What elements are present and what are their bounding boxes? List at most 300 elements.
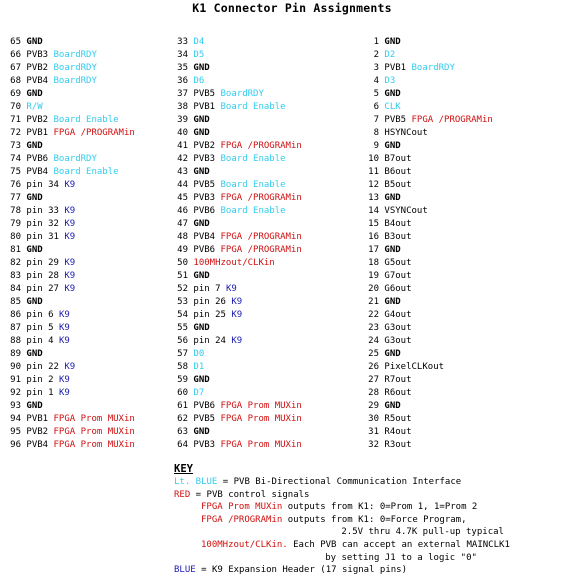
signal-text: D1 (193, 362, 205, 372)
signal-text: R3out (384, 440, 412, 450)
signal-text: BoardRDY (53, 50, 97, 60)
signal-text: K9 (58, 375, 70, 385)
signal-text: PVB4 (193, 232, 221, 242)
signal-text: = PVB control signals (190, 489, 310, 500)
pin-row (8, 153, 135, 166)
signal-text: G4out (384, 310, 412, 320)
pin-row (8, 387, 135, 400)
pin-row (8, 270, 135, 283)
signal-text: K9 (225, 284, 237, 294)
pin-row (366, 218, 493, 231)
signal-text: GND (384, 297, 401, 307)
signal-text: PVB1 (193, 102, 221, 112)
signal-text: VSYNCout (384, 206, 428, 216)
signal-text: pin 1 (26, 388, 59, 398)
pin-number: 54 (177, 310, 188, 320)
pin-number: 12 (368, 180, 379, 190)
pin-row (175, 231, 302, 244)
signal-text: D3 (384, 76, 396, 86)
pin-number: 95 (10, 427, 21, 437)
pin-row (366, 426, 493, 439)
signal-text: R6out (384, 388, 412, 398)
signal-text: pin 27 (26, 284, 65, 294)
pin-number: 9 (373, 141, 379, 151)
signal-text: FPGA Prom MUXin (53, 440, 135, 450)
pin-row (175, 36, 302, 49)
pin-number: 18 (368, 258, 379, 268)
pin-number: 90 (10, 362, 21, 372)
pin-row (366, 127, 493, 140)
pin-row (8, 348, 135, 361)
pin-column-left (8, 36, 135, 452)
pin-number: 91 (10, 375, 21, 385)
pin-row (8, 75, 135, 88)
pin-number: 7 (373, 115, 379, 125)
pin-number: 23 (368, 323, 379, 333)
signal-text: D2 (384, 50, 396, 60)
signal-text: Board Enable (53, 167, 119, 177)
signal-text: FPGA /PROGRAMin (220, 141, 302, 151)
signal-text: G3out (384, 336, 412, 346)
pin-number: 83 (10, 271, 21, 281)
pin-row (175, 88, 302, 101)
key-line (174, 501, 510, 514)
pin-number: 48 (177, 232, 188, 242)
pin-row (366, 166, 493, 179)
pin-number: 29 (368, 401, 379, 411)
signal-text: GND (193, 375, 210, 385)
signal-text: = PVB Bi-Directional Communication Interface (217, 477, 462, 487)
signal-text: pin 31 (26, 232, 65, 242)
signal-text: GND (26, 349, 43, 359)
signal-text: FPGA /PROGRAMin (220, 245, 302, 255)
pin-row (8, 231, 135, 244)
pin-number: 36 (177, 76, 188, 86)
signal-text: D7 (193, 388, 205, 398)
pin-row (366, 374, 493, 387)
signal-text: GND (384, 193, 401, 203)
pin-number: 76 (10, 180, 21, 190)
signal-text: K9 (64, 284, 76, 294)
signal-text: GND (193, 115, 210, 125)
pin-number: 4 (373, 76, 379, 86)
pin-row (8, 62, 135, 75)
pin-row (8, 101, 135, 114)
signal-text: PVB6 (193, 401, 221, 411)
signal-text: FPGA Prom MUXin (201, 502, 283, 513)
pin-row (175, 192, 302, 205)
signal-text: PVB3 (193, 154, 221, 164)
pin-number: 56 (177, 336, 188, 346)
pin-number: 2 (373, 50, 379, 60)
signal-text: K9 (64, 362, 76, 372)
pin-row (175, 140, 302, 153)
key-title: KEY (174, 463, 193, 475)
signal-text: PVB2 (193, 141, 221, 151)
pin-number: 40 (177, 128, 188, 138)
signal-text: B4out (384, 219, 412, 229)
pin-row (8, 283, 135, 296)
signal-text: GND (384, 245, 401, 255)
signal-text: GND (193, 219, 210, 229)
pin-row (175, 309, 302, 322)
pin-number: 21 (368, 297, 379, 307)
signal-text: PVB1 (26, 414, 54, 424)
signal-text: K9 (64, 219, 76, 229)
pin-row (175, 400, 302, 413)
signal-text: K9 (58, 310, 70, 320)
signal-text: G6out (384, 284, 412, 294)
signal-text: GND (193, 271, 210, 281)
pin-number: 34 (177, 50, 188, 60)
pin-number: 87 (10, 323, 21, 333)
pin-row (175, 387, 302, 400)
signal-text: Board Enable (220, 180, 286, 190)
pin-number: 53 (177, 297, 188, 307)
pin-number: 3 (373, 63, 379, 73)
pin-row (366, 153, 493, 166)
signal-text: Each PVB can accept an external MAINCLK1 (287, 539, 510, 550)
pin-number: 89 (10, 349, 21, 359)
key-lines (174, 476, 510, 577)
pin-row (175, 205, 302, 218)
pin-number: 62 (177, 414, 188, 424)
signal-text: pin 34 (26, 180, 65, 190)
pin-row (8, 127, 135, 140)
pin-number: 43 (177, 167, 188, 177)
pin-row (366, 296, 493, 309)
pin-row (366, 114, 493, 127)
pin-row (175, 439, 302, 452)
pin-row (8, 309, 135, 322)
pin-number: 26 (368, 362, 379, 372)
pin-number: 41 (177, 141, 188, 151)
pin-number: 72 (10, 128, 21, 138)
pin-row (175, 75, 302, 88)
signal-text: K9 (58, 336, 70, 346)
pin-row (175, 257, 302, 270)
pin-row (366, 101, 493, 114)
pin-number: 82 (10, 258, 21, 268)
pin-row (366, 270, 493, 283)
signal-text: FPGA Prom MUXin (53, 414, 135, 424)
key-line (174, 514, 510, 527)
pin-row (8, 400, 135, 413)
signal-text: pin 33 (26, 206, 65, 216)
signal-text: = K9 Expansion Header (17 signal pins) (195, 565, 408, 576)
signal-text: GND (26, 245, 43, 255)
pin-number: 44 (177, 180, 188, 190)
pin-number: 13 (368, 193, 379, 203)
signal-text: PVB2 (26, 427, 54, 437)
pin-row (8, 205, 135, 218)
pin-row (175, 244, 302, 257)
pin-row (366, 283, 493, 296)
pin-row (8, 439, 135, 452)
signal-text: GND (26, 37, 43, 47)
pin-number: 63 (177, 427, 188, 437)
pin-number: 67 (10, 63, 21, 73)
pin-row (175, 127, 302, 140)
signal-text: GND (384, 349, 401, 359)
pin-row (8, 166, 135, 179)
pin-row (175, 49, 302, 62)
key-line (174, 564, 510, 577)
pin-row (366, 140, 493, 153)
pin-number: 35 (177, 63, 188, 73)
pin-number: 15 (368, 219, 379, 229)
signal-text: GND (384, 401, 401, 411)
signal-text: R5out (384, 414, 412, 424)
pin-number: 71 (10, 115, 21, 125)
signal-text: Board Enable (220, 154, 286, 164)
pin-row (8, 296, 135, 309)
signal-text: pin 4 (26, 336, 59, 346)
signal-text: D4 (193, 37, 205, 47)
pin-number: 88 (10, 336, 21, 346)
pin-row (175, 101, 302, 114)
pin-number: 45 (177, 193, 188, 203)
pin-row (175, 283, 302, 296)
legend-key (174, 463, 510, 577)
pin-row (366, 335, 493, 348)
pin-number: 64 (177, 440, 188, 450)
pin-row (366, 205, 493, 218)
pin-column-middle (175, 36, 302, 452)
signal-text: PVB5 (384, 115, 412, 125)
pin-row (175, 114, 302, 127)
pin-row (175, 374, 302, 387)
signal-text: HSYNCout (384, 128, 428, 138)
pin-row (8, 114, 135, 127)
pin-row (366, 244, 493, 257)
pin-number: 51 (177, 271, 188, 281)
pin-row (175, 296, 302, 309)
signal-text: GND (26, 193, 43, 203)
pin-row (366, 231, 493, 244)
pin-row (366, 36, 493, 49)
pin-row (175, 62, 302, 75)
pin-row (175, 322, 302, 335)
signal-text: GND (193, 323, 210, 333)
signal-text: pin 25 (193, 310, 232, 320)
signal-text: BoardRDY (53, 76, 97, 86)
pin-row (366, 75, 493, 88)
signal-text: K9 (64, 232, 76, 242)
signal-text: BoardRDY (53, 154, 97, 164)
signal-text: PVB3 (193, 193, 221, 203)
pin-number: 52 (177, 284, 188, 294)
pin-row (8, 361, 135, 374)
pin-number: 75 (10, 167, 21, 177)
pin-row (175, 179, 302, 192)
signal-text: 100MHzout/CLKin. (201, 539, 288, 550)
signal-text: PVB1 (26, 128, 54, 138)
signal-text: K9 (58, 323, 70, 333)
signal-text: D0 (193, 349, 205, 359)
pin-row (8, 257, 135, 270)
pin-number: 65 (10, 37, 21, 47)
pin-row (8, 49, 135, 62)
signal-text: PVB1 (384, 63, 412, 73)
signal-text: GND (193, 63, 210, 73)
signal-text: B5out (384, 180, 412, 190)
signal-text: outputs from K1: 0=Prom 1, 1=Prom 2 (282, 502, 478, 513)
signal-text: pin 7 (193, 284, 226, 294)
signal-text: Lt. BLUE (174, 477, 218, 487)
pin-number: 81 (10, 245, 21, 255)
signal-text: PVB4 (26, 440, 54, 450)
signal-text: K9 (64, 271, 76, 281)
key-line (174, 489, 510, 502)
signal-text: K9 (64, 206, 76, 216)
signal-text: GND (384, 37, 401, 47)
signal-text: K9 (231, 297, 243, 307)
signal-text: FPGA /PROGRAMin (411, 115, 493, 125)
pin-row (175, 270, 302, 283)
key-line (174, 539, 510, 552)
pin-number: 32 (368, 440, 379, 450)
pin-number: 39 (177, 115, 188, 125)
pin-row (175, 166, 302, 179)
pin-number: 94 (10, 414, 21, 424)
pin-number: 10 (368, 154, 379, 164)
signal-text: pin 32 (26, 219, 65, 229)
signal-text: BoardRDY (53, 63, 97, 73)
pin-row (8, 192, 135, 205)
pin-row (366, 413, 493, 426)
signal-text: PVB3 (26, 50, 54, 60)
pin-row (8, 218, 135, 231)
pin-row (366, 387, 493, 400)
signal-text: FPGA Prom MUXin (220, 401, 302, 411)
signal-text: PVB3 (193, 440, 221, 450)
pin-number: 73 (10, 141, 21, 151)
pin-row (175, 153, 302, 166)
pin-row (366, 348, 493, 361)
pin-number: 77 (10, 193, 21, 203)
signal-text: GND (193, 427, 210, 437)
pin-row (8, 179, 135, 192)
pin-number: 27 (368, 375, 379, 385)
pin-number: 74 (10, 154, 21, 164)
pin-number: 70 (10, 102, 21, 112)
pin-number: 25 (368, 349, 379, 359)
pin-row (366, 62, 493, 75)
signal-text: pin 28 (26, 271, 65, 281)
pin-number: 84 (10, 284, 21, 294)
signal-text: pin 24 (193, 336, 232, 346)
signal-text: 2.5V thru 4.7K pull-up typical (341, 527, 504, 538)
signal-text: PVB6 (26, 154, 54, 164)
signal-text: R7out (384, 375, 412, 385)
pin-number: 8 (373, 128, 379, 138)
pin-number: 80 (10, 232, 21, 242)
pin-row (366, 439, 493, 452)
pin-row (8, 413, 135, 426)
pin-row (175, 335, 302, 348)
signal-text: G7out (384, 271, 412, 281)
pin-number: 92 (10, 388, 21, 398)
pin-number: 68 (10, 76, 21, 86)
pin-number: 66 (10, 50, 21, 60)
pin-row (8, 36, 135, 49)
pin-row (366, 309, 493, 322)
pin-row (8, 374, 135, 387)
pin-number: 69 (10, 89, 21, 99)
pin-number: 20 (368, 284, 379, 294)
signal-text: K9 (231, 336, 243, 346)
signal-text: pin 6 (26, 310, 59, 320)
pin-row (175, 348, 302, 361)
signal-text: GND (193, 128, 210, 138)
signal-text: PVB5 (193, 414, 221, 424)
signal-text: FPGA Prom MUXin (220, 440, 302, 450)
pin-number: 19 (368, 271, 379, 281)
pin-number: 86 (10, 310, 21, 320)
pin-number: 38 (177, 102, 188, 112)
pin-number: 31 (368, 427, 379, 437)
pin-number: 1 (373, 37, 379, 47)
signal-text: pin 5 (26, 323, 59, 333)
key-line (174, 476, 510, 489)
signal-text: K9 (64, 180, 76, 190)
pin-number: 55 (177, 323, 188, 333)
pin-row (366, 88, 493, 101)
signal-text: pin 26 (193, 297, 232, 307)
signal-text: GND (26, 401, 43, 411)
signal-text: FPGA /PROGRAMin (220, 193, 302, 203)
signal-text: B3out (384, 232, 412, 242)
pin-number: 60 (177, 388, 188, 398)
signal-text: K9 (64, 258, 76, 268)
signal-text: Board Enable (220, 206, 286, 216)
pin-number: 37 (177, 89, 188, 99)
signal-text: GND (384, 141, 401, 151)
signal-text: FPGA /PROGRAMin (220, 232, 302, 242)
pin-number: 6 (373, 102, 379, 112)
signal-text: 100MHzout/CLKin (193, 258, 275, 268)
pin-number: 85 (10, 297, 21, 307)
signal-text: GND (26, 141, 43, 151)
signal-text: pin 2 (26, 375, 59, 385)
signal-text: PVB6 (193, 245, 221, 255)
pin-number: 59 (177, 375, 188, 385)
signal-text: pin 29 (26, 258, 65, 268)
pin-number: 14 (368, 206, 379, 216)
signal-text: PVB5 (193, 180, 221, 190)
pin-number: 78 (10, 206, 21, 216)
pin-number: 58 (177, 362, 188, 372)
signal-text: RED (174, 489, 191, 500)
key-line (174, 526, 510, 539)
signal-text: PVB6 (193, 206, 221, 216)
pin-row (175, 218, 302, 231)
signal-text: BoardRDY (220, 89, 264, 99)
key-line (174, 552, 510, 565)
pin-row (8, 335, 135, 348)
pin-number: 96 (10, 440, 21, 450)
signal-text: GND (384, 89, 401, 99)
pin-number: 5 (373, 89, 379, 99)
pin-number: 50 (177, 258, 188, 268)
pin-row (366, 192, 493, 205)
signal-text: PixelCLKout (384, 362, 445, 372)
pin-row (175, 361, 302, 374)
pin-row (366, 400, 493, 413)
signal-text: D6 (193, 76, 205, 86)
pin-number: 28 (368, 388, 379, 398)
